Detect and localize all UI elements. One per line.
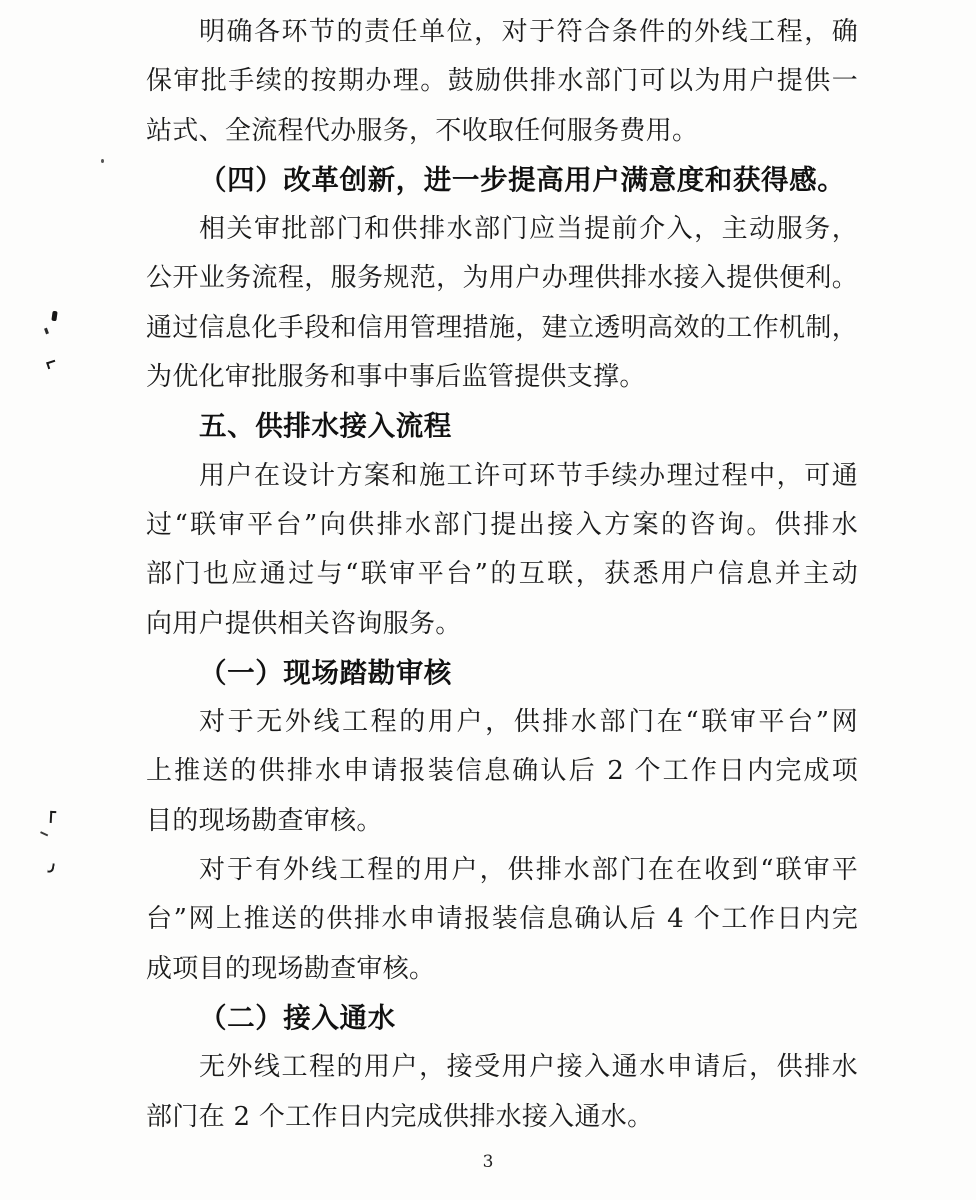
section-heading: （二）接入通水 (199, 1001, 396, 1034)
text-line: 保审批手续的按期办理。鼓励供排水部门可以为用户提供一 (146, 66, 858, 97)
text-line: 公开业务流程，服务规范，为用户办理供排水接入提供便利。 (146, 263, 858, 294)
text-line: 向用户提供相关咨询服务。 (146, 608, 462, 639)
text-line: 对于无外线工程的用户，供排水部门在“联审平台”网 (199, 707, 858, 738)
section-heading: （四）改革创新，进一步提高用户满意度和获得感。 (199, 163, 846, 196)
text-line: 上推送的供排水申请报装信息确认后 2 个工作日内完成项 (146, 756, 858, 787)
document-body (146, 8, 858, 1142)
scan-artifact-mark (44, 328, 49, 335)
text-line: 为优化审批服务和事中事后监管提供支撑。 (146, 362, 646, 393)
text-line: 目的现场勘查审核。 (146, 805, 383, 836)
scan-artifact-mark (46, 360, 57, 369)
text-line: 台”网上推送的供排水申请报装信息确认后 4 个工作日内完 (146, 904, 858, 935)
section-heading: （一）现场踏勘审核 (199, 656, 452, 689)
text-line: 部门在 2 个工作日内完成供排水接入通水。 (146, 1101, 654, 1132)
text-line: 用户在设计方案和施工许可环节手续办理过程中，可通 (199, 460, 858, 491)
text-line: 部门也应通过与“联审平台”的互联，获悉用户信息并主动 (146, 559, 858, 590)
text-line: 过“联审平台”向供排水部门提出接入方案的咨询。供排水 (146, 509, 858, 540)
scan-artifact-mark (47, 863, 55, 874)
text-line: 无外线工程的用户，接受用户接入通水申请后，供排水 (199, 1052, 858, 1083)
text-line: 相关审批部门和供排水部门应当提前介入，主动服务， (199, 214, 858, 245)
text-line: 明确各环节的责任单位，对于符合条件的外线工程，确 (199, 17, 858, 47)
scan-artifact-mark (101, 159, 104, 163)
text-line: 对于有外线工程的用户，供排水部门在在收到“联审平 (199, 855, 858, 886)
text-line: 站式、全流程代办服务，不收取任何服务费用。 (146, 115, 699, 146)
scan-artifact-mark (50, 811, 57, 823)
section-heading: 五、供排水接入流程 (199, 410, 452, 443)
scan-artifact-mark (40, 828, 50, 837)
scan-artifact-mark (51, 311, 57, 322)
text-line: 通过信息化手段和信用管理措施，建立透明高效的工作机制， (146, 312, 858, 343)
text-line: 成项目的现场勘查审核。 (146, 953, 436, 984)
page-number: 3 (482, 1152, 494, 1172)
